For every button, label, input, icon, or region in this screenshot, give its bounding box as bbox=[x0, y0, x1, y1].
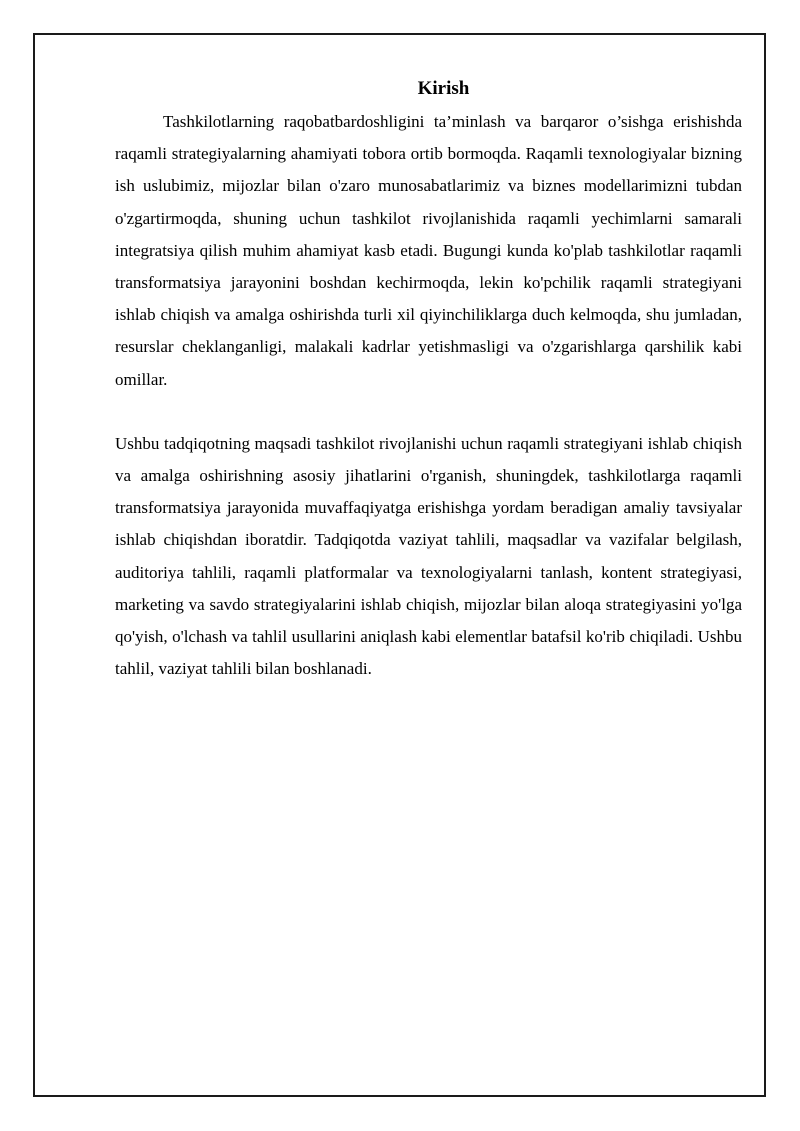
document-body bbox=[115, 72, 742, 685]
document-title: Kirish bbox=[417, 78, 470, 99]
paragraph-aim: Ushbu tadqiqotning maqsadi tashkilot rivojlanishi uchun raqamli strategiyani ishlab chiqish va amalga oshirishning asosiy jihatlarini o'rganish, shuningdek, tashkilotlarga raqamli transformatsiya jarayonida muvaffaqiyatga erishishga yordam beradigan amaliy tavsiyalar ishlab chiqishdan iboratdir. Tadqiqotda vaziyat tahlili, maqsadlar va vazifalar belgilash, auditoriya tahlili, raqamli platformalar va texnologiyalarni tanlash, kontent strategiyasi, marketing va savdo strategiyalarini ishlab chiqish, mijozlar bilan aloqa strategiyasini yo'lga qo'yish, o'lchash va tahlil usullarini aniqlash kabi elementlar batafsil ko'rib chiqiladi. Ushbu tahlil, vaziyat tahlili bilan boshlanadi. bbox=[115, 433, 742, 679]
paragraph-intro: Tashkilotlarning raqobatbardoshligini ta’minlash va barqaror o’sishga erishishda raqamli strategiyalarning ahamiyati tobora ortib bormoqda. Raqamli texnologiyalar bizning ish uslubimiz, mijozlar bilan o'zaro munosabatlarimiz va biznes modellarimizni tubdan o'zgartirmoqda, shuning uchun tashkilot rivojlanishida raqamli yechimlarni samarali integratsiya qilish muhim ahamiyat kasb etadi. Bugungi kunda ko'plab tashkilotlar raqamli transformatsiya jarayonini boshdan kechirmoqda, lekin ko'pchilik raqamli strategiyani ishlab chiqish va amalga oshirishda turli xil qiyinchiliklarga duch kelmoqda, shu jumladan, resurslar cheklanganligi, malakali kadrlar yetishmasligi va o'zgarishlarga qarshilik kabi omillar. bbox=[115, 112, 742, 389]
paragraph-spacer bbox=[115, 396, 742, 428]
